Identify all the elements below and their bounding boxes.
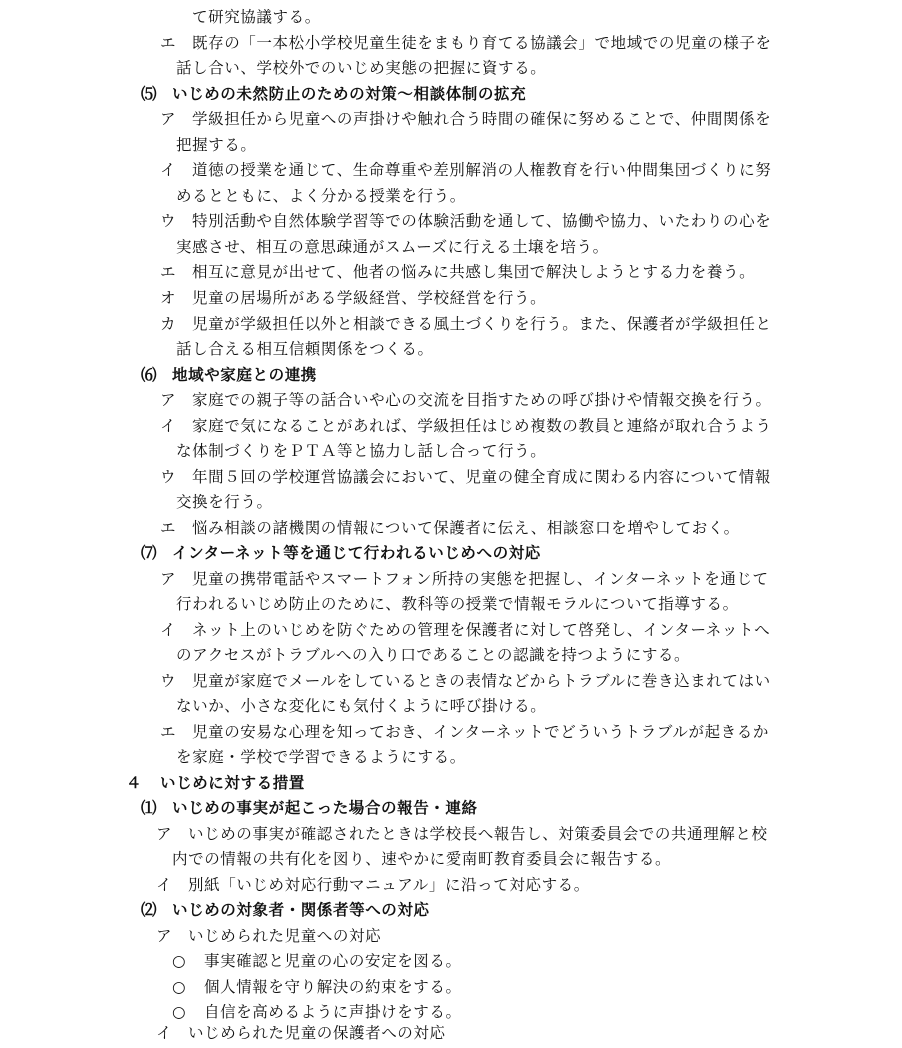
item-text: のアクセスがトラブルへの入り口であることの認識を持つようにする。 bbox=[176, 646, 691, 664]
section-title: いじめの未然防止のための対策～相談体制の拡充 bbox=[172, 85, 527, 103]
item-marker: ア bbox=[156, 825, 173, 843]
section-title: インターネット等を通じて行われるいじめへの対応 bbox=[172, 544, 541, 562]
item-text: 話し合い、学校外でのいじめ実態の把握に資する。 bbox=[176, 59, 547, 77]
item-marker: イ bbox=[160, 417, 177, 435]
item-marker: ウ bbox=[160, 468, 177, 486]
item-marker: ウ bbox=[160, 672, 177, 690]
item-marker: ア bbox=[160, 110, 177, 128]
item-marker: エ bbox=[160, 519, 177, 537]
section-number: ⑺ bbox=[141, 544, 158, 562]
item-text: 家庭で気になることがあれば、学級担任はじめ複数の教員と連絡が取れ合うよう bbox=[192, 417, 772, 435]
item-text: 道徳の授業を通じて、生命尊重や差別解消の人権教育を行い仲間集団づくりに努 bbox=[192, 161, 772, 179]
item-marker: ア bbox=[156, 927, 173, 945]
item-text: 相互に意見が出せて、他者の悩みに共感し集団で解決しようとする力を養う。 bbox=[192, 263, 756, 281]
circle-bullet-icon: ○ bbox=[172, 952, 187, 970]
chapter-title: いじめに対する措置 bbox=[160, 774, 305, 792]
section-number: ⑸ bbox=[141, 85, 158, 103]
item-text: 児童の安易な心理を知っておき、インターネットでどういうトラブルが起きるか bbox=[192, 723, 769, 741]
item-marker: カ bbox=[160, 315, 177, 333]
item-text: 別紙「いじめ対応行動マニュアル」に沿って対応する。 bbox=[188, 876, 590, 894]
circle-bullet-icon: ○ bbox=[172, 978, 187, 996]
item-text: 悩み相談の諸機関の情報について保護者に伝え、相談窓口を増やしておく。 bbox=[192, 519, 740, 537]
item-text: 児童の携帯電話やスマートフォン所持の実態を把握し、インターネットを通じて bbox=[192, 570, 769, 588]
circle-bullet-icon: ○ bbox=[172, 1003, 187, 1021]
section-title: いじめの対象者・関係者等への対応 bbox=[172, 901, 430, 919]
item-text: ネット上のいじめを防ぐための管理を保護者に対して啓発し、インターネットへ bbox=[192, 621, 771, 639]
item-text: いじめの事実が確認されたときは学校長へ報告し、対策委員会での共通理解と校 bbox=[188, 825, 768, 843]
item-text: 学級担任から児童への声掛けや触れ合う時間の確保に努めることで、仲間関係を bbox=[192, 110, 772, 128]
chapter-number: ４ bbox=[126, 774, 143, 792]
item-text: 実感させ、相互の意思疎通がスムーズに行える土壌を培う。 bbox=[176, 238, 609, 256]
section-title: いじめの事実が起こった場合の報告・連絡 bbox=[172, 799, 478, 817]
item-text: 特別活動や自然体験学習等での体験活動を通して、協働や協力、いたわりの心を bbox=[192, 212, 772, 230]
item-marker: ア bbox=[160, 570, 177, 588]
section-number: ⑹ bbox=[141, 366, 158, 384]
item-text: いじめられた児童への対応 bbox=[188, 927, 382, 945]
item-marker: ウ bbox=[160, 212, 177, 230]
item-marker: エ bbox=[160, 263, 177, 281]
item-text: 行われるいじめ防止のために、教科等の授業で情報モラルについて指導する。 bbox=[176, 595, 739, 613]
section-number: ⑴ bbox=[141, 799, 158, 817]
section-title: 地域や家庭との連携 bbox=[172, 366, 317, 384]
item-text: 自信を高めるように声掛けをする。 bbox=[204, 1003, 462, 1021]
item-text: 内での情報の共有化を図り、速やかに愛南町教育委員会に報告する。 bbox=[172, 850, 672, 868]
section-number: ⑵ bbox=[141, 901, 158, 919]
item-text: て研究協議する。 bbox=[192, 8, 321, 26]
item-marker: イ bbox=[156, 1024, 173, 1042]
item-text: な体制づくりをＰＴＡ等と協力し話し合って行う。 bbox=[176, 442, 547, 460]
item-text: 年間５回の学校運営協議会において、児童の健全育成に関わる内容について情報 bbox=[192, 468, 771, 486]
item-text: を家庭・学校で学習できるようにする。 bbox=[176, 748, 466, 766]
item-marker: イ bbox=[160, 621, 177, 639]
item-text: 児童の居場所がある学級経営、学校経営を行う。 bbox=[192, 289, 547, 307]
item-text: 把握する。 bbox=[176, 136, 257, 154]
item-text: ないか、小さな変化にも気付くように呼び掛ける。 bbox=[176, 697, 547, 715]
item-text: 交換を行う。 bbox=[176, 493, 273, 511]
item-marker: オ bbox=[160, 289, 177, 307]
item-text: めるとともに、よく分かる授業を行う。 bbox=[176, 187, 466, 205]
item-marker: イ bbox=[160, 161, 177, 179]
item-text: いじめられた児童の保護者への対応 bbox=[188, 1024, 446, 1042]
item-text: 児童が学級担任以外と相談できる風土づくりを行う。また、保護者が学級担任と bbox=[192, 315, 772, 333]
item-text: 個人情報を守り解決の約束をする。 bbox=[204, 978, 462, 996]
item-marker: エ bbox=[160, 723, 177, 741]
item-marker: エ bbox=[160, 34, 177, 52]
item-marker: イ bbox=[156, 876, 173, 894]
item-text: 事実確認と児童の心の安定を図る。 bbox=[204, 952, 462, 970]
item-text: 児童が家庭でメールをしているときの表情などからトラブルに巻き込まれてはい bbox=[192, 672, 771, 690]
item-text: 既存の「一本松小学校児童生徒をまもり育てる協議会」で地域での児童の様子を bbox=[192, 34, 772, 52]
item-marker: ア bbox=[160, 391, 177, 409]
item-text: 家庭での親子等の話合いや心の交流を目指すための呼び掛けや情報交換を行う。 bbox=[192, 391, 772, 409]
item-text: 話し合える相互信頼関係をつくる。 bbox=[176, 340, 434, 358]
